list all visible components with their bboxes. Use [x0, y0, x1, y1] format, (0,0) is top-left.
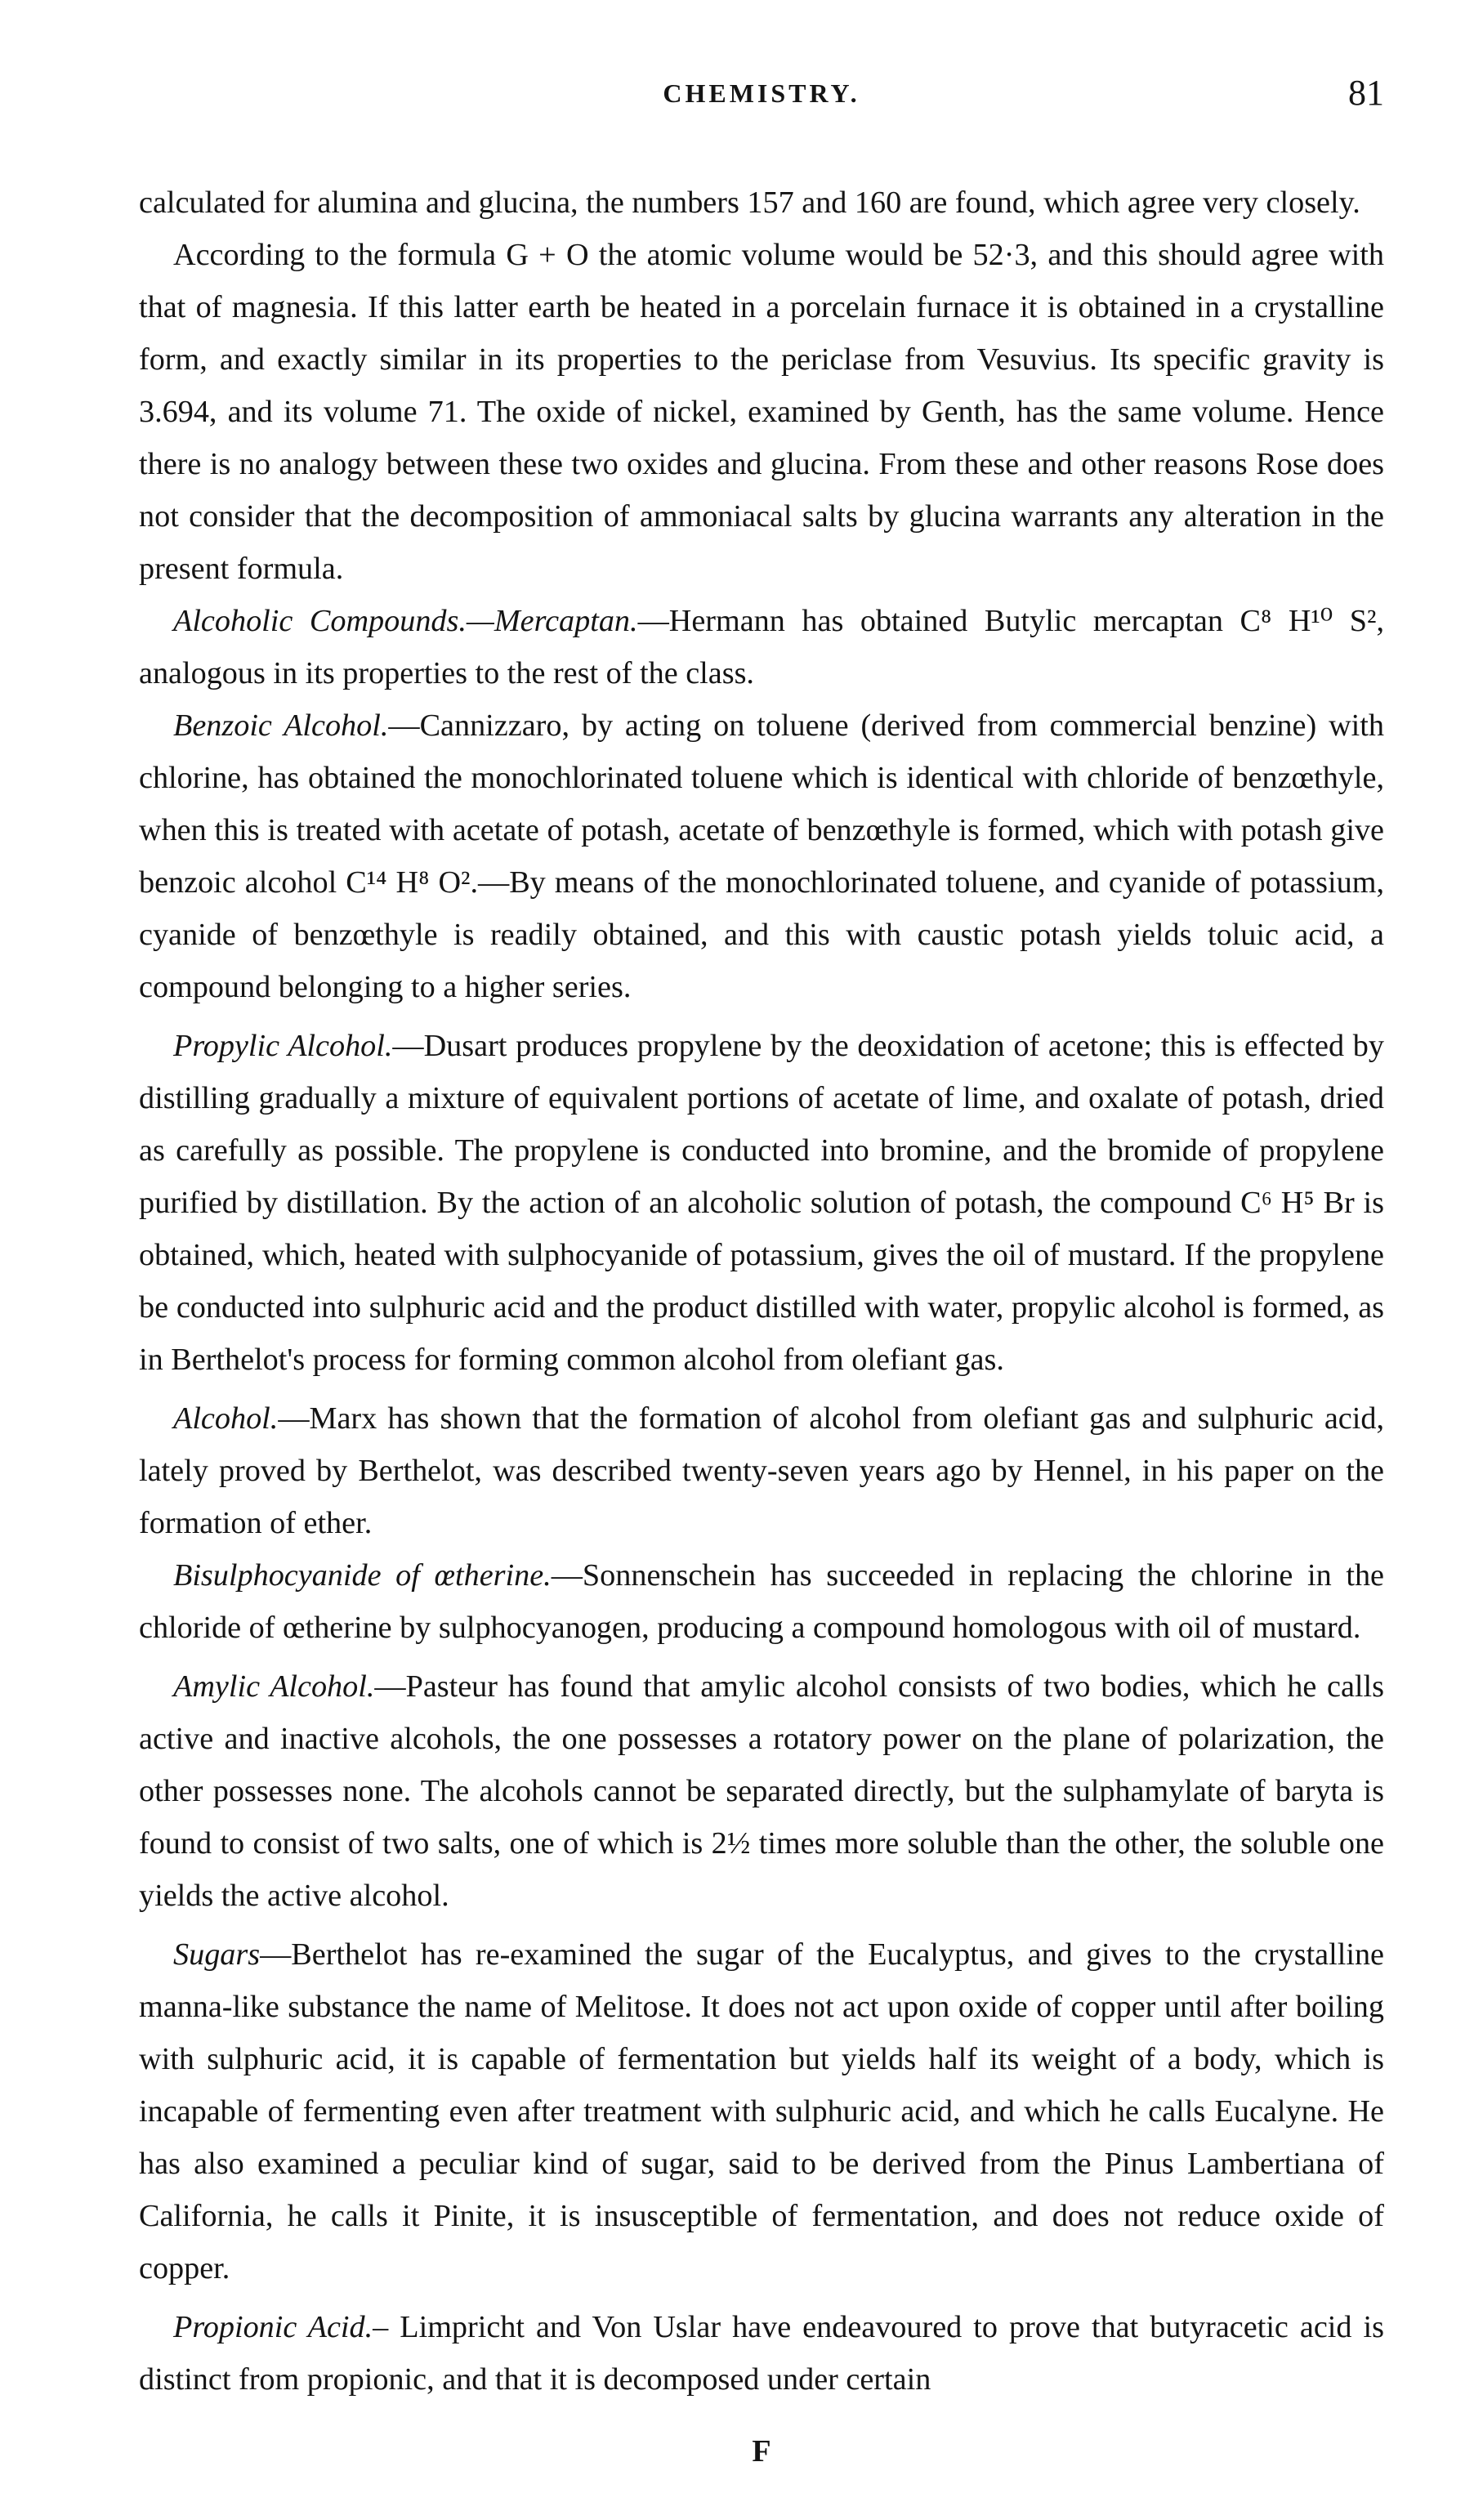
paragraph-heading: Sugars — [173, 1937, 261, 1972]
paragraph-text: —Berthelot has re-examined the sugar of the Eucalyptus, and gives to the crystalline manna-like substance the name of Melitose. It does not act upon oxide of copper until after boiling with sulphuric acid, it is capable of fermentation but yields half its weight of a body, which is incapable of fermenting even after treatment with sulphuric acid, and which he calls Eucalyne. He has also examined a peculiar kind of sugar, said to be derived from the Pinus Lambertiana of California, he calls it Pinite, it is insusceptible of fermentation, and does not reduce oxide of copper. — [139, 1937, 1384, 2285]
paragraph-benzoic-alcohol — [139, 699, 1384, 1013]
running-head — [139, 73, 1384, 127]
paragraph-propylic-alcohol — [139, 1020, 1384, 1386]
paragraph-text: —Sonnenschein has succeeded in replacing the chlorine in the chloride of œtherine by sulphocyanogen, producing a compound homologous with oil of mustard. — [139, 1558, 1384, 1645]
paragraph-text: —Marx has shown that the formation of alcohol from olefiant gas and sulphuric acid, lately proved by Berthelot, was described twenty-seven years ago by Hennel, in his paper on the formation of ether. — [139, 1401, 1384, 1540]
paragraph-text: calculated for alumina and glucina, the numbers 157 and 160 are found, which agree very closely. — [139, 185, 1360, 220]
paragraph-text: – Limpricht and Von Uslar have endeavoured to prove that butyracetic acid is distinct from propionic, and that it is decomposed under certain — [139, 2310, 1384, 2397]
paragraph-heading: Amylic Alcohol. — [173, 1669, 375, 1704]
paragraph-sugars — [139, 1928, 1384, 2294]
signature-mark: F — [752, 2434, 771, 2469]
paragraph-heading: Bisulphocyanide of œtherine. — [173, 1558, 552, 1593]
paragraph-propionic-acid — [139, 2301, 1384, 2406]
paragraph-heading: Alcohol. — [173, 1401, 279, 1436]
paragraph-heading: Alcoholic Compounds.—Mercaptan. — [173, 604, 638, 638]
paragraph-text: —Hermann has obtained Butylic mercaptan C⁸ H¹⁰ S², analogous in its properties to the rest of the class. — [139, 604, 1384, 690]
paragraph-text: According to the formula G + O the atomic volume would be 52·3, and this should agree with that of magnesia. If this latter earth be heated in a porcelain furnace it is obtained in a crystalline form, and exactly similar in its properties to the periclase from Vesuvius. Its specific gravity is 3.694, and its volume 71. The oxide of nickel, examined by Genth, has the same volume. Hence there is no analogy between these two oxides and glucina. From these and other reasons Rose does not consider that the decomposition of ammoniacal salts by glucina warrants any alteration in the present formula. — [139, 238, 1384, 586]
paragraph-atomic-volume — [139, 229, 1384, 595]
paragraph-text: —Cannizzaro, by acting on toluene (derived from commercial benzine) with chlorine, has obtained the monochlorinated toluene which is identical with chloride of benzœthyle, when this is treated with acetate of potash, acetate of benzœthyle is formed, which with potash give benzoic alcohol C¹⁴ H⁸ O².—By means of the monochlorinated toluene, and cyanide of potassium, cyanide of benzœthyle is readily obtained, and this with caustic potash yields toluic acid, a compound belonging to a higher series. — [139, 708, 1384, 1004]
paragraph-text: —Pasteur has found that amylic alcohol consists of two bodies, which he calls active and inactive alcohols, the one possesses a rotatory power on the plane of polarization, the other possesses none. The alcohols cannot be separated directly, but the sulphamylate of baryta is found to consist of two salts, one of which is 2½ times more soluble than the other, the soluble one yields the active alcohol. — [139, 1669, 1384, 1913]
paragraph-amylic-alcohol — [139, 1660, 1384, 1922]
running-title: CHEMISTRY. — [663, 78, 860, 108]
paragraph-bisulphocyanide — [139, 1549, 1384, 1654]
paragraph-mercaptan — [139, 595, 1384, 699]
page-number: 81 — [1348, 73, 1384, 113]
paragraph-text: —Dusart produces propylene by the deoxidation of acetone; this is effected by distilling gradually a mixture of equivalent portions of acetate of lime, and oxalate of potash, dried as carefully as possible. The propylene is conducted into bromine, and the bromide of propylene purified by distillation. By the action of an alcoholic solution of potash, the compound C⁶ H⁵ Br is obtained, which, heated with sulphocyanide of potassium, gives the oil of mustard. If the propylene be conducted into sulphuric acid and the product distilled with water, propylic alcohol is formed, as in Berthelot's process for forming common alcohol from olefiant gas. — [139, 1029, 1384, 1377]
paragraph-heading: Benzoic Alcohol. — [173, 708, 389, 743]
paragraph-heading: Propylic Alcohol. — [173, 1029, 393, 1063]
paragraph-continuation — [139, 176, 1384, 229]
body-text — [139, 176, 1384, 2406]
paragraph-heading: Propionic Acid. — [173, 2310, 373, 2344]
paragraph-alcohol — [139, 1392, 1384, 1549]
